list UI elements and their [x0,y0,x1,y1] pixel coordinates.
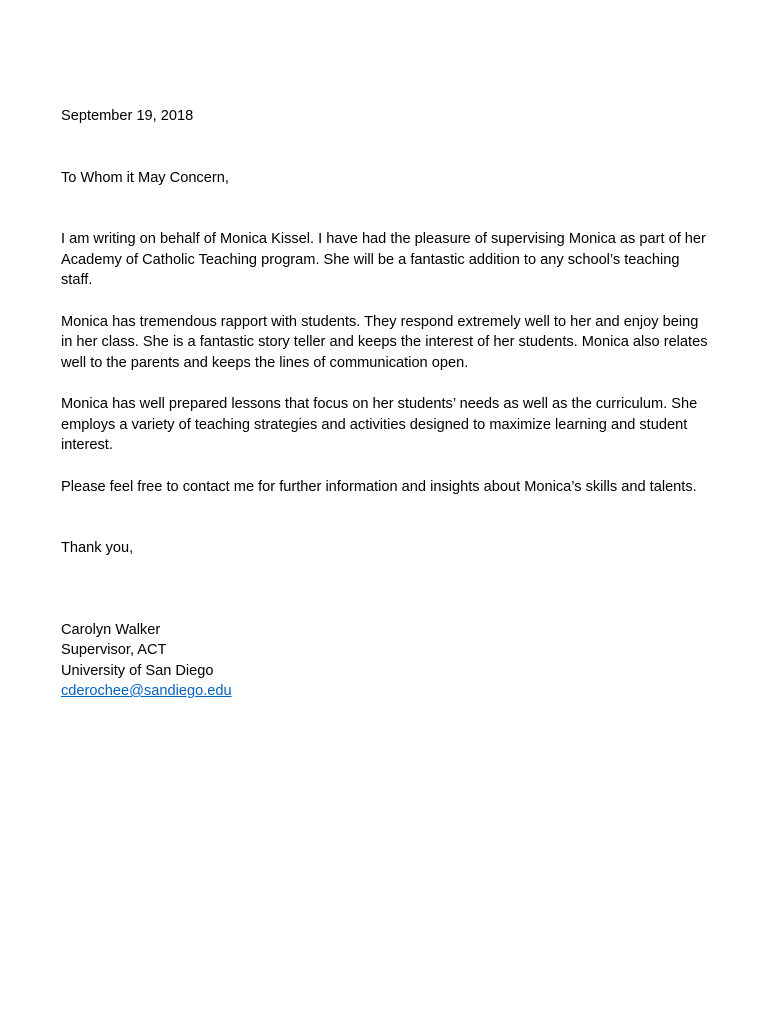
letter-body [61,106,711,702]
paragraph-rapport: Monica has tremendous rapport with students. They respond extremely well to her and enjoy being in her class. She is a fantastic story teller and keeps the interest of her students. Monica also relates well to the parents and keeps the lines of communication open. [61,313,708,371]
signer-organization: University of San Diego [61,662,214,679]
letter-date: September 19, 2018 [61,108,194,124]
paragraph-introduction: I am writing on behalf of Monica Kissel. I have had the pleasure of supervising Monica as part of her Academy of Catholic Teaching program. She will be a fantastic addition to any school’s teaching staff. [61,231,706,288]
paragraph-lessons: Monica has well prepared lessons that focus on her students’ needs as well as the curriculum. She employs a variety of teaching strategies and activities designed to maximize learning and student interest. [61,396,698,453]
signer-title: Supervisor, ACT [61,642,167,658]
salutation: To Whom it May Concern, [61,169,229,186]
signer-email-link[interactable]: cderochee@sandiego.edu [61,683,232,699]
signer-name: Carolyn Walker [61,621,161,638]
signature-block [61,620,711,702]
closing: Thank you, [61,540,134,556]
paragraph-contact: Please feel free to contact me for further information and insights about Monica’s skills and talents. [61,478,697,495]
